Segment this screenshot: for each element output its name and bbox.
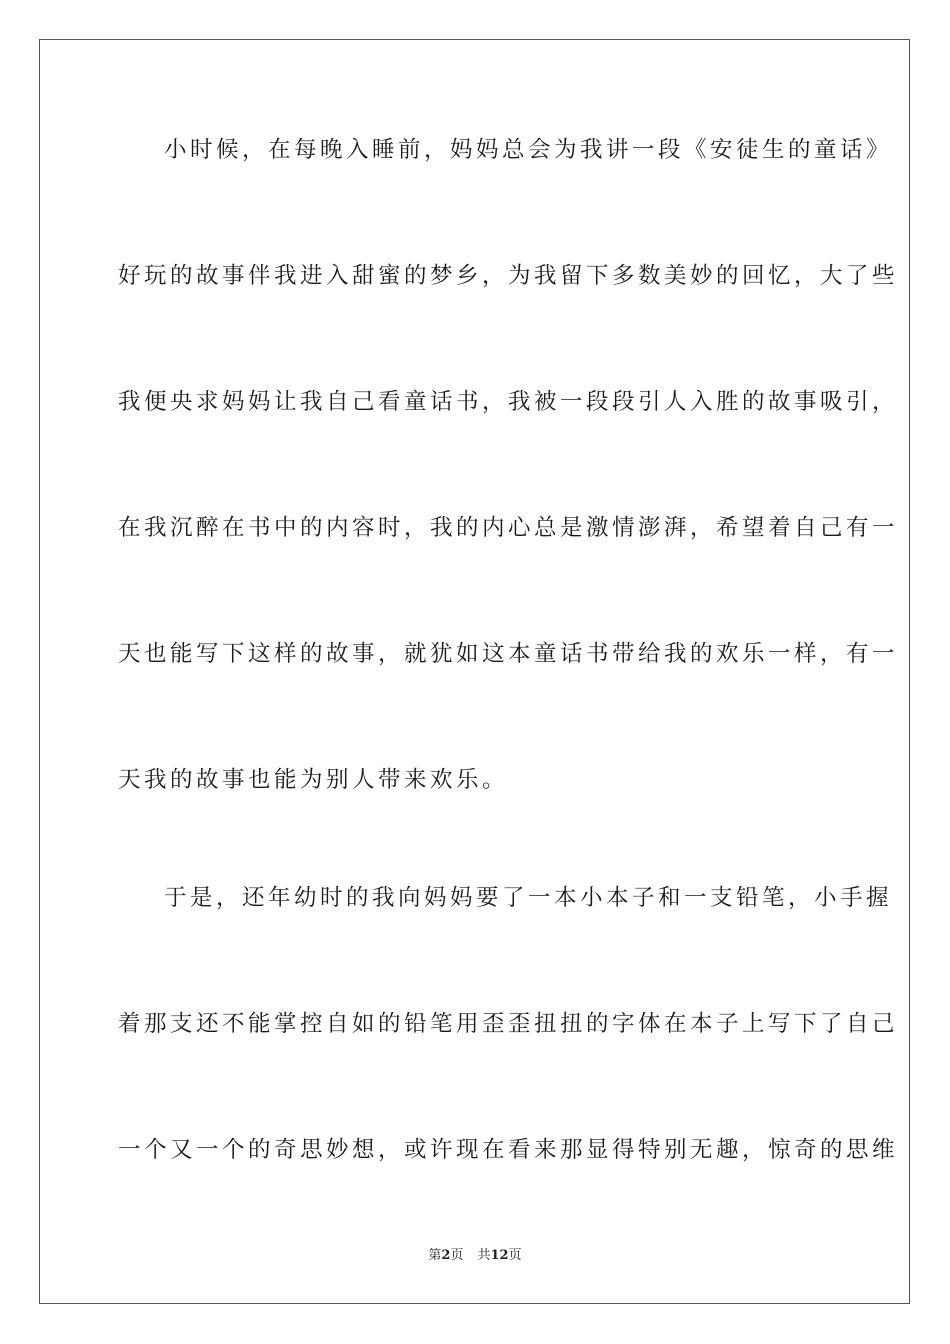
- text-line-6: 天我的故事也能为别人带来欢乐。: [118, 767, 509, 793]
- text-line-3: 我便央求妈妈让我自己看童话书，我被一段段引人入胜的故事吸引，: [118, 389, 899, 415]
- footer-total-prefix: 共: [477, 1248, 491, 1263]
- footer-page-number: 2: [441, 1248, 451, 1263]
- text-line-1: 小时候，在每晚入睡前，妈妈总会为我讲一段《安徒生的童话》: [164, 137, 893, 163]
- footer-total-number: 12: [490, 1248, 509, 1263]
- text-line-4: 在我沉醉在书中的内容时，我的内心总是激情澎湃，希望着自己有一: [118, 515, 899, 541]
- text-line-2: 好玩的故事伴我进入甜蜜的梦乡，为我留下多数美妙的回忆，大了些: [118, 263, 899, 289]
- text-line-9: 一个又一个的奇思妙想，或许现在看来那显得特别无趣，惊奇的思维: [118, 1137, 899, 1163]
- text-line-7: 于是，还年幼时的我向妈妈要了一本小本子和一支铅笔，小手握: [164, 885, 893, 911]
- footer-page-prefix: 第: [428, 1248, 442, 1263]
- text-line-8: 着那支还不能掌控自如的铅笔用歪歪扭扭的字体在本子上写下了自己: [118, 1011, 899, 1037]
- footer-page-suffix: 页: [450, 1248, 464, 1263]
- page-footer: [0, 1247, 950, 1265]
- page-border: [39, 39, 910, 1304]
- text-line-5: 天也能写下这样的故事，就犹如这本童话书带给我的欢乐一样，有一: [118, 641, 899, 667]
- footer-total-suffix: 页: [508, 1248, 522, 1263]
